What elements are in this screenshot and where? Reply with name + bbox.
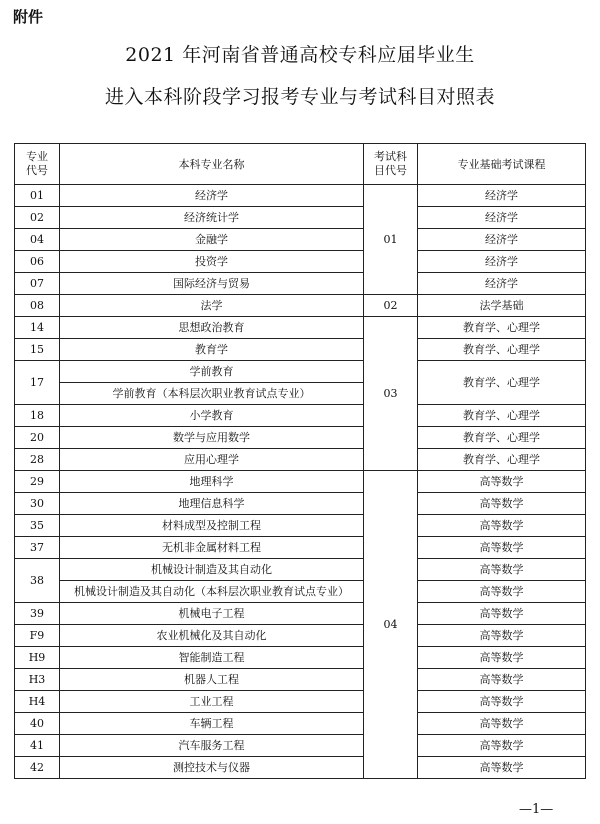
- header-course: 专业基础考试课程: [418, 144, 586, 185]
- course-cell: 教育学、心理学: [418, 449, 586, 471]
- code-cell: 35: [15, 515, 60, 537]
- major-cell: 教育学: [60, 339, 364, 361]
- major-cell: 地理科学: [60, 471, 364, 493]
- major-cell: 数学与应用数学: [60, 427, 364, 449]
- major-cell: 机械电子工程: [60, 603, 364, 625]
- table-row: [15, 229, 586, 251]
- exam-code-cell: 03: [364, 317, 418, 471]
- major-cell: 无机非金属材料工程: [60, 537, 364, 559]
- code-cell: 02: [15, 207, 60, 229]
- major-sub-cell: 机械设计制造及其自动化（本科层次职业教育试点专业）: [60, 581, 364, 603]
- major-cell: 国际经济与贸易: [60, 273, 364, 295]
- table-row: [15, 295, 586, 317]
- major-cell: 思想政治教育: [60, 317, 364, 339]
- course-cell: 教育学、心理学: [418, 361, 586, 405]
- code-cell: 08: [15, 295, 60, 317]
- major-cell: 工业工程: [60, 691, 364, 713]
- course-cell: 高等数学: [418, 603, 586, 625]
- course-cell: 经济学: [418, 229, 586, 251]
- major-cell: 材料成型及控制工程: [60, 515, 364, 537]
- course-cell: 高等数学: [418, 713, 586, 735]
- code-cell: 14: [15, 317, 60, 339]
- major-cell: 农业机械化及其自动化: [60, 625, 364, 647]
- major-cell: 小学教育: [60, 405, 364, 427]
- code-cell: 07: [15, 273, 60, 295]
- major-cell: 智能制造工程: [60, 647, 364, 669]
- table-row: [15, 581, 586, 603]
- code-cell: 18: [15, 405, 60, 427]
- course-cell: 教育学、心理学: [418, 317, 586, 339]
- table-row: [15, 691, 586, 713]
- document-title-line-2: 进入本科阶段学习报考专业与考试科目对照表: [104, 86, 495, 108]
- course-cell: 经济学: [418, 185, 586, 207]
- course-cell: 高等数学: [418, 559, 586, 581]
- table-row: [15, 185, 586, 207]
- major-cell: 金融学: [60, 229, 364, 251]
- course-cell: 高等数学: [418, 537, 586, 559]
- table-row: [15, 515, 586, 537]
- course-cell: 高等数学: [418, 735, 586, 757]
- code-cell: 29: [15, 471, 60, 493]
- course-cell: 法学基础: [418, 295, 586, 317]
- table-row: [15, 471, 586, 493]
- major-sub-cell: 学前教育（本科层次职业教育试点专业）: [60, 383, 364, 405]
- exam-code-cell: 02: [364, 295, 418, 317]
- table-row: [15, 449, 586, 471]
- course-cell: 高等数学: [418, 515, 586, 537]
- course-cell: 经济学: [418, 273, 586, 295]
- course-cell: 经济学: [418, 207, 586, 229]
- code-cell: 06: [15, 251, 60, 273]
- course-cell: 高等数学: [418, 493, 586, 515]
- document-title-line-1: 2021 年河南省普通高校专科应届毕业生: [125, 44, 475, 66]
- table-row: [15, 207, 586, 229]
- major-cell: 机械设计制造及其自动化: [60, 559, 364, 581]
- course-cell: 高等数学: [418, 625, 586, 647]
- major-cell: 经济学: [60, 185, 364, 207]
- attachment-label: 附件: [13, 8, 44, 26]
- major-cell: 学前教育: [60, 361, 364, 383]
- table-row: [15, 273, 586, 295]
- code-cell: 41: [15, 735, 60, 757]
- code-cell: 38: [15, 559, 60, 603]
- table-row: [15, 537, 586, 559]
- code-cell: H3: [15, 669, 60, 691]
- page-number: —1—: [519, 802, 554, 817]
- code-cell: F9: [15, 625, 60, 647]
- code-cell: 17: [15, 361, 60, 405]
- table-row: [15, 603, 586, 625]
- header-exam-code: 考试科目代号: [364, 144, 418, 185]
- course-cell: 教育学、心理学: [418, 405, 586, 427]
- code-cell: 40: [15, 713, 60, 735]
- course-cell: 高等数学: [418, 669, 586, 691]
- course-cell: 高等数学: [418, 757, 586, 779]
- major-cell: 地理信息科学: [60, 493, 364, 515]
- table-row: [15, 669, 586, 691]
- table-row: [15, 757, 586, 779]
- code-cell: 28: [15, 449, 60, 471]
- table-row: [15, 317, 586, 339]
- table-row: [15, 647, 586, 669]
- table-row: [15, 559, 586, 581]
- course-cell: 高等数学: [418, 691, 586, 713]
- course-cell: 教育学、心理学: [418, 427, 586, 449]
- table-row: [15, 735, 586, 757]
- code-cell: 39: [15, 603, 60, 625]
- course-cell: 高等数学: [418, 647, 586, 669]
- course-cell: 高等数学: [418, 581, 586, 603]
- course-cell: 高等数学: [418, 471, 586, 493]
- code-cell: 37: [15, 537, 60, 559]
- table-row: [15, 361, 586, 383]
- code-cell: 01: [15, 185, 60, 207]
- header-code: 专业代号: [15, 144, 60, 185]
- major-cell: 经济统计学: [60, 207, 364, 229]
- major-cell: 测控技术与仪器: [60, 757, 364, 779]
- code-cell: H4: [15, 691, 60, 713]
- course-cell: 经济学: [418, 251, 586, 273]
- table-row: [15, 405, 586, 427]
- exam-code-cell: 01: [364, 185, 418, 295]
- code-cell: 15: [15, 339, 60, 361]
- table-row: [15, 625, 586, 647]
- code-cell: 30: [15, 493, 60, 515]
- header-major: 本科专业名称: [60, 144, 364, 185]
- table-row: [15, 493, 586, 515]
- major-cell: 应用心理学: [60, 449, 364, 471]
- course-cell: 教育学、心理学: [418, 339, 586, 361]
- code-cell: 42: [15, 757, 60, 779]
- table-row: [15, 427, 586, 449]
- code-cell: 20: [15, 427, 60, 449]
- major-cell: 汽车服务工程: [60, 735, 364, 757]
- table-row: [15, 339, 586, 361]
- major-exam-table: [14, 143, 586, 779]
- exam-code-cell: 04: [364, 471, 418, 779]
- major-cell: 机器人工程: [60, 669, 364, 691]
- table-header-row: [15, 144, 586, 185]
- major-cell: 车辆工程: [60, 713, 364, 735]
- major-cell: 法学: [60, 295, 364, 317]
- table-row: [15, 251, 586, 273]
- table-row: [15, 713, 586, 735]
- code-cell: 04: [15, 229, 60, 251]
- code-cell: H9: [15, 647, 60, 669]
- major-cell: 投资学: [60, 251, 364, 273]
